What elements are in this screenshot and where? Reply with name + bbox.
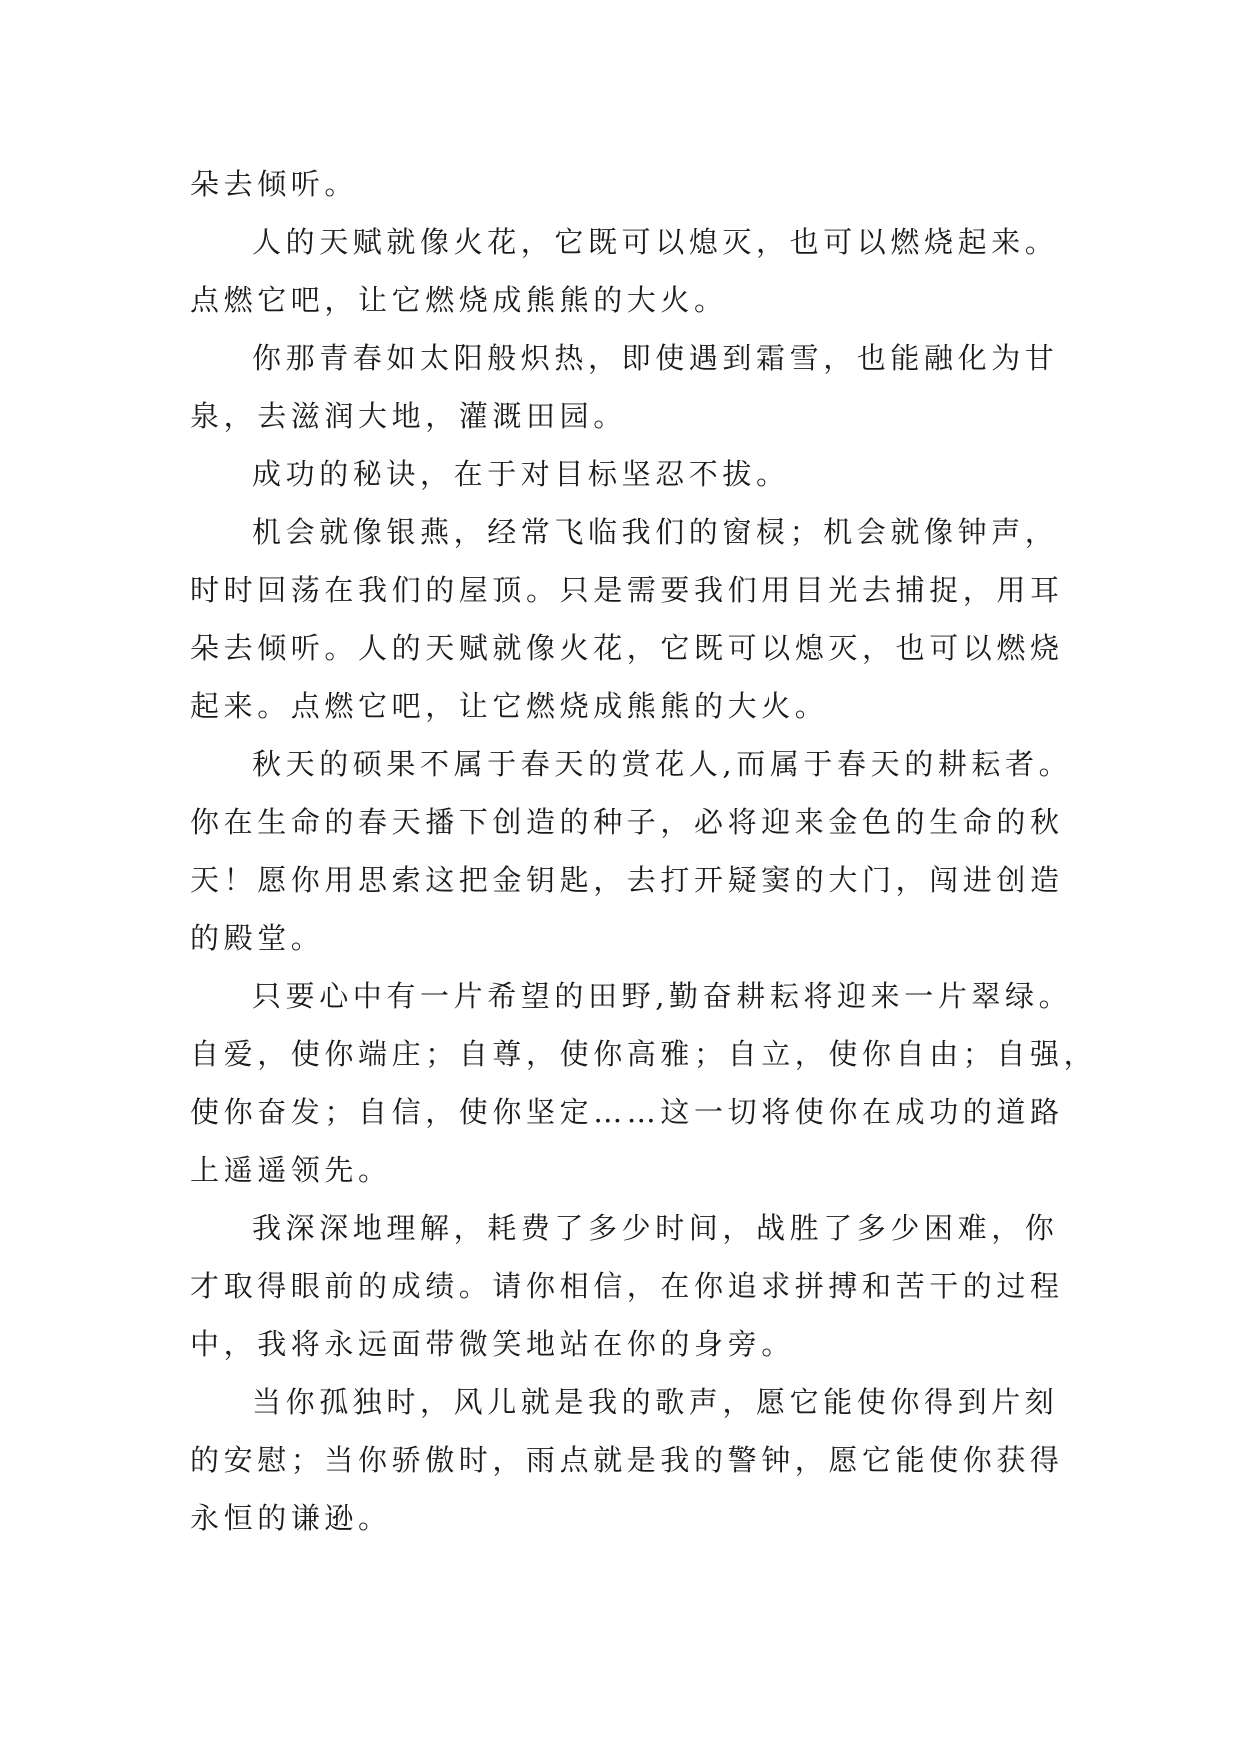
text-line: 成功的秘诀，在于对目标坚忍不拔。	[252, 457, 790, 491]
text-line: 你那青春如太阳般炽热，即使遇到霜雪，也能融化为甘	[252, 341, 1059, 375]
text-line: 自爱，使你端庄；自尊，使你高雅；自立，使你自由；自强，	[190, 1037, 1098, 1071]
text-line: 时时回荡在我们的屋顶。只是需要我们用目光去捕捉，用耳	[190, 573, 1064, 607]
text-line: 你在生命的春天播下创造的种子，必将迎来金色的生命的秋	[190, 805, 1064, 839]
text-line: 秋天的硕果不属于春天的赏花人,而属于春天的耕耘者。	[252, 747, 1073, 781]
text-line: 当你孤独时，风儿就是我的歌声，愿它能使你得到片刻	[252, 1385, 1059, 1419]
text-line: 才取得眼前的成绩。请你相信，在你追求拼搏和苦干的过程	[190, 1269, 1064, 1303]
text-line: 泉，去滋润大地，灌溉田园。	[190, 399, 627, 433]
text-line: 天！愿你用思索这把金钥匙，去打开疑窦的大门，闯进创造	[190, 863, 1064, 897]
text-line: 机会就像银燕，经常飞临我们的窗棂；机会就像钟声，	[252, 515, 1059, 549]
text-line: 使你奋发；自信，使你坚定……这一切将使你在成功的道路	[190, 1095, 1064, 1129]
text-line: 我深深地理解，耗费了多少时间，战胜了多少困难，你	[252, 1211, 1059, 1245]
text-line: 永恒的谦逊。	[190, 1501, 392, 1535]
document-body	[190, 155, 1098, 1547]
text-line: 中，我将永远面带微笑地站在你的身旁。	[190, 1327, 795, 1361]
text-line: 点燃它吧，让它燃烧成熊熊的大火。	[190, 283, 728, 317]
text-line: 只要心中有一片希望的田野,勤奋耕耘将迎来一片翠绿。	[252, 979, 1073, 1013]
text-line: 人的天赋就像火花，它既可以熄灭，也可以燃烧起来。	[252, 225, 1059, 259]
text-line: 的安慰；当你骄傲时，雨点就是我的警钟，愿它能使你获得	[190, 1443, 1064, 1477]
text-line: 朵去倾听。	[190, 167, 359, 201]
text-line: 朵去倾听。人的天赋就像火花，它既可以熄灭，也可以燃烧	[190, 631, 1064, 665]
text-line: 的殿堂。	[190, 921, 325, 955]
text-line: 上遥遥领先。	[190, 1153, 392, 1187]
text-line: 起来。点燃它吧，让它燃烧成熊熊的大火。	[190, 689, 829, 723]
